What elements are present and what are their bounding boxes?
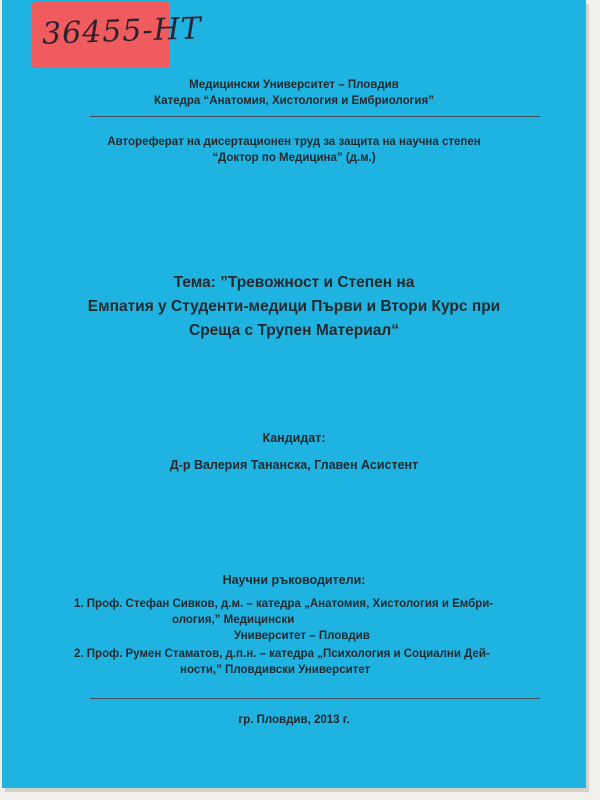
- dissertation-cover: [2, 0, 586, 788]
- candidate-label: Кандидат:: [262, 431, 326, 445]
- degree-line: “Доктор по Медицина” (д.м.): [212, 152, 376, 164]
- abstract-line-1: Автореферат на дисертационен труд за защита на научна степен: [107, 136, 481, 148]
- library-stamp: [32, 2, 203, 68]
- footer-divider: [90, 698, 540, 699]
- supervisor-1-line-3: Университет – Пловдив: [234, 630, 370, 642]
- topic-line-2: Емпатия у Студенти-медици Първи и Втори Курс при: [87, 298, 501, 315]
- department-name: Катедра “Анатомия, Хистология и Ембриология”: [154, 95, 434, 107]
- stamp-number: 36455-НТ: [41, 11, 203, 52]
- supervisor-2-line-1: 2. Проф. Румен Стаматов, д.п.н. – катедра „Психология и Социални Дей-: [74, 648, 490, 660]
- place-and-year: гр. Пловдив, 2013 г.: [238, 714, 350, 726]
- header-divider: [90, 116, 540, 117]
- supervisor-2-line-2: ности,” Пловдивски Университет: [180, 664, 371, 676]
- supervisor-1-line-2: ология,” Медицински: [172, 614, 295, 626]
- topic-line-3: Среща с Трупен Материал“: [189, 322, 399, 339]
- topic-line-1: Тема: ”Тревожност и Степен на: [173, 274, 415, 291]
- candidate-name: Д-р Валерия Тананска, Главен Асистент: [169, 458, 419, 472]
- university-name: Медицински Университет – Пловдив: [189, 79, 399, 91]
- supervisor-1-line-1: 1. Проф. Стефан Сивков, д.м. – катедра „Анатомия, Хистология и Ембри-: [74, 598, 494, 610]
- supervisors-label: Научни ръководители:: [222, 573, 366, 587]
